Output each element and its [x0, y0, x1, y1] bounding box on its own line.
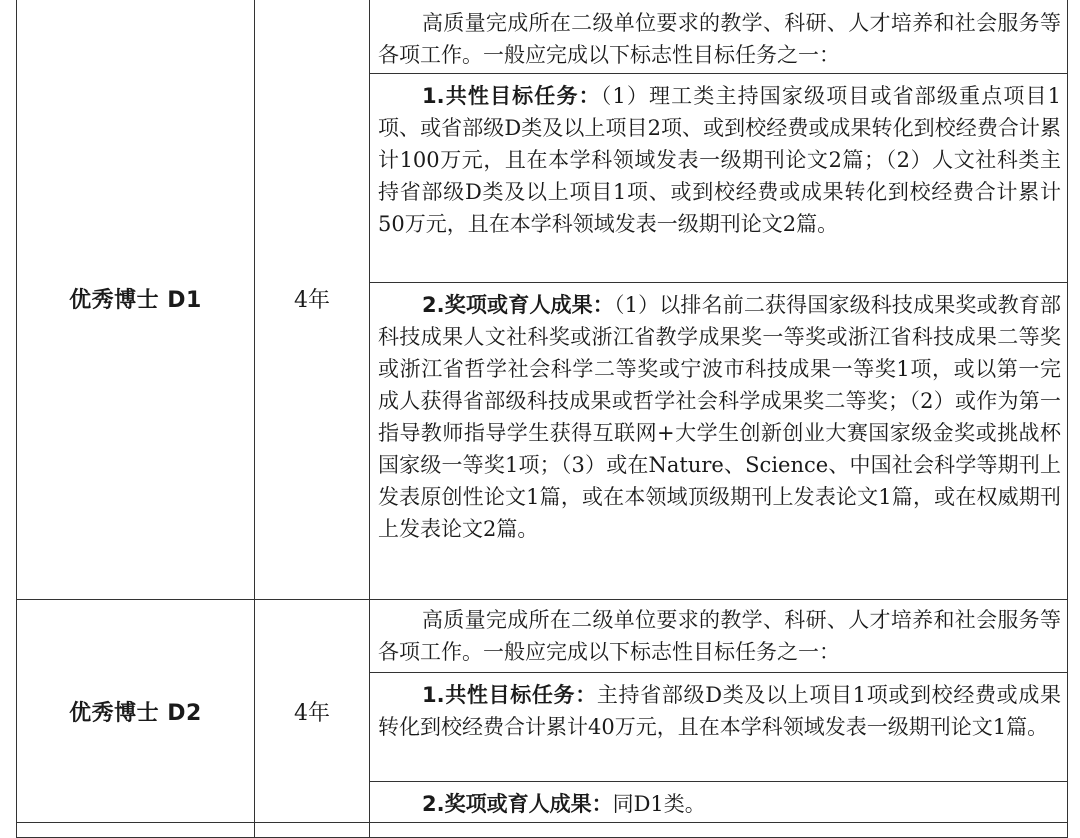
item-cell [370, 283, 1068, 600]
item-text: 同D1类。 [612, 792, 706, 816]
item-paragraph [370, 74, 1067, 282]
empty-cell [370, 823, 1068, 838]
years-value: 4年 [294, 700, 330, 726]
intro-text: 高质量完成所在二级单位要求的教学、科研、人才培养和社会服务等各项工作。一般应完成以下标志性目标任务之一： [378, 11, 1061, 67]
intro-cell [370, 0, 1068, 74]
item-label: 2.奖项或育人成果： [422, 293, 614, 317]
table-row [17, 0, 1068, 74]
item-paragraph [370, 782, 1067, 822]
criteria-table [16, 0, 1068, 838]
table-row [17, 823, 1068, 838]
years-cell [255, 0, 370, 600]
item-cell [370, 782, 1068, 823]
category-label: 优秀博士 D1 [69, 287, 202, 313]
table-row [17, 600, 1068, 673]
item-text: 主持省部级D类及以上项目1项或到校经费或成果转化到校经费合计累计40万元，且在本学科领域发表一级期刊论文1篇。 [378, 683, 1061, 739]
item-paragraph [370, 673, 1067, 781]
intro-text: 高质量完成所在二级单位要求的教学、科研、人才培养和社会服务等各项工作。一般应完成以下标志性目标任务之一： [378, 608, 1061, 664]
category-cell [17, 600, 255, 823]
intro-cell [370, 600, 1068, 673]
years-value: 4年 [294, 287, 330, 313]
item-cell [370, 673, 1068, 782]
years-cell [255, 600, 370, 823]
item-text: （1）以排名前二获得国家级科技成果奖或教育部科技成果人文社科奖或浙江省教学成果奖一等奖或浙江省科技成果二等奖或浙江省哲学社会科学二等奖或宁波市科技成果一等奖1项，或以第一完成人获得省部级科技成果或哲学社会科学成果奖二等奖；（2）或作为第一指导教师指导学生获得互联网+大学生创新创业大赛国家级金奖或挑战杯国家级一等奖1项；（3）或在Nature、Science、中国社会科学等期刊上发表原创性论文1篇，或在本领域顶级期刊上发表论文1篇，或在权威期刊上发表论文2篇。 [378, 293, 1061, 541]
item-paragraph [370, 283, 1067, 599]
item-text: （1）理工类主持国家级项目或省部级重点项目1项、或省部级D类及以上项目2项、或到校经费或成果转化到校经费合计累计100万元，且在本学科领域发表一级期刊论文2篇；（2）人文社科类主持省部级D类及以上项目1项、或到校经费或成果转化到校经费合计累计50万元，且在本学科领域发表一级期刊论文2篇。 [378, 84, 1061, 236]
category-label: 优秀博士 D2 [69, 700, 202, 726]
empty-cell [17, 823, 255, 838]
item-label: 1.共性目标任务： [422, 683, 597, 707]
item-label: 1.共性目标任务： [422, 84, 601, 108]
category-cell [17, 0, 255, 600]
item-cell [370, 74, 1068, 283]
item-label: 2.奖项或育人成果： [422, 792, 613, 816]
empty-cell [255, 823, 370, 838]
